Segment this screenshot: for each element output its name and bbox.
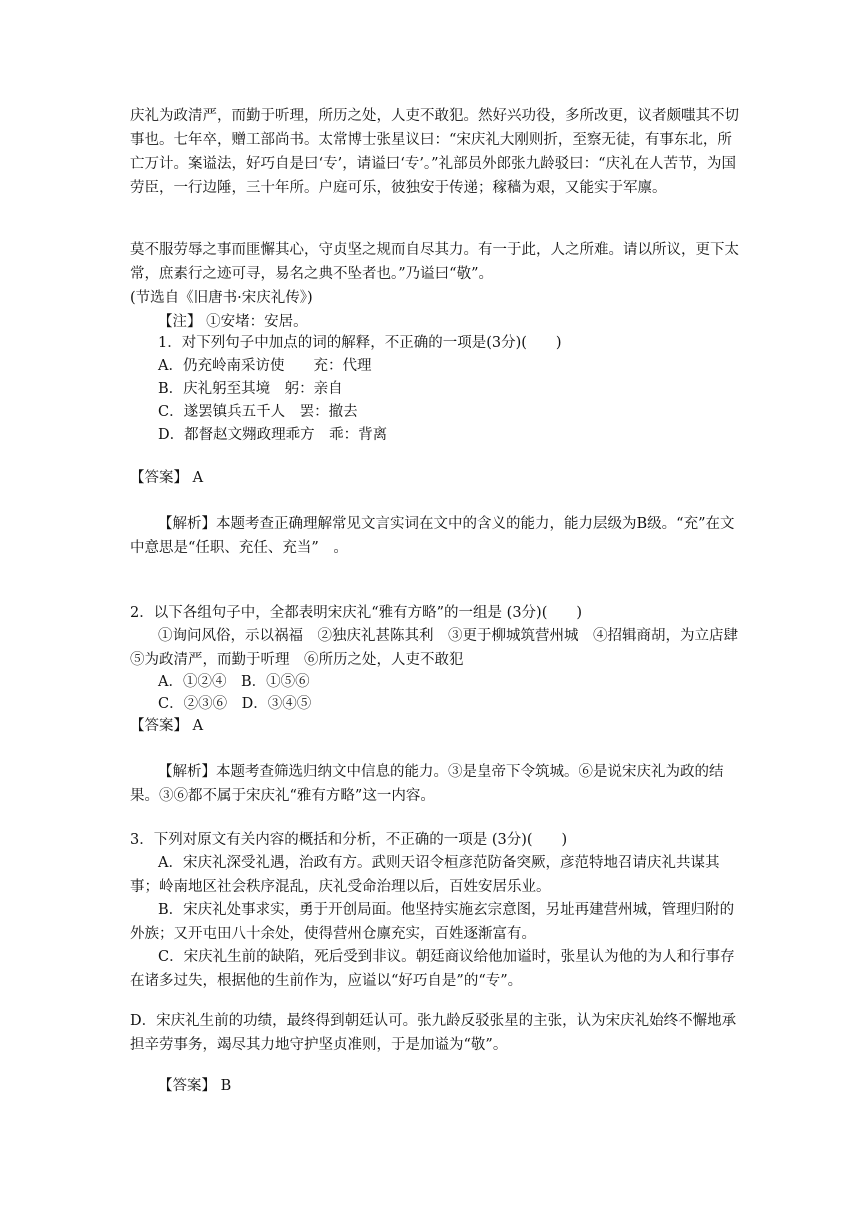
q1-option-c: C．遂罢镇兵五千人 罢：撤去 xyxy=(158,404,358,420)
q1-option-b: B．庆礼躬至其境 躬：亲自 xyxy=(158,381,343,397)
passage-paragraph-1: 庆礼为政清严，而勤于听理，所历之处，人吏不敢犯。然好兴功役，多所改更，议者颇嗤其不切事也。七年卒，赠工部尚书。太常博士张星议曰：“宋庆礼大刚则折，至察无徒，有事东北，所亡万计。案谥法，好巧自是曰‘专’，请谥曰‘专’。”礼部员外郎张九龄驳曰：“庆礼在人苦节，为国劳臣，一行边陲，三十年所。户庭可乐，彼独安于传递；稼穑为艰，又能实于军廪。 xyxy=(130,108,739,196)
q2-answer: 【答案】 A xyxy=(130,718,204,734)
q3-option-b: B．宋庆礼处事求实，勇于开创局面。他坚持实施玄宗意图，另址再建营州城，管理归附的外族；又开屯田八十余处，使得营州仓廪充实，百姓逐渐富有。 xyxy=(130,902,735,942)
q3-answer: 【答案】 B xyxy=(158,1078,232,1094)
q2-options-row-1: A．①②④ B．①⑤⑥ xyxy=(158,674,310,690)
q3-option-d: D．宋庆礼生前的功绩，最终得到朝廷认可。张九龄反驳张星的主张，认为宋庆礼始终不懈地承担辛劳事务，竭尽其力地守护坚贞准则，于是加谥为“敬”。 xyxy=(130,1013,737,1053)
q3-option-a: A．宋庆礼深受礼遇，治政有方。武则天诏令桓彦范防备突厥，彦范特地召请庆礼共谋其事；岭南地区社会秩序混乱，庆礼受命治理以后，百姓安居乐业。 xyxy=(130,855,720,895)
q2-items: ①询问风俗，示以祸福 ②独庆礼甚陈其利 ③更于柳城筑营州城 ④招辑商胡，为立店肆 ⑤为政清严，而勤于听理 ⑥所历之处，人吏不敢犯 xyxy=(130,628,753,668)
q2-analysis: 【解析】本题考查筛选归纳文中信息的能力。③是皇帝下令筑城。⑥是说宋庆礼为政的结果。③⑥都不属于宋庆礼“雅有方略”这一内容。 xyxy=(130,764,724,804)
q1-option-a: A．仍充岭南采访使 充：代理 xyxy=(158,358,372,374)
passage-paragraph-2: 莫不服劳辱之事而匪懈其心，守贞坚之规而自尽其力。有一于此，人之所难。请以所议，更下太常，庶素行之迹可寻，易名之典不坠者也。”乃谥曰“敬”。 xyxy=(130,242,739,282)
q2-options-row-2: C．②③⑥ D．③④⑤ xyxy=(158,696,312,712)
q1-analysis: 【解析】本题考查正确理解常见文言实词在文中的含义的能力，能力层级为B级。“充”在文中意思是“任职、充任、充当” 。 xyxy=(130,516,735,556)
q1-option-d: D．都督赵文翙政理乖方 乖：背离 xyxy=(158,427,388,443)
q1-answer: 【答案】 A xyxy=(130,470,204,486)
q3-stem: 3．下列对原文有关内容的概括和分析，不正确的一项是 (3分)( ) xyxy=(130,832,568,848)
passage-source: (节选自《旧唐书·宋庆礼传》) xyxy=(130,290,313,306)
q3-option-c: C．宋庆礼生前的缺陷，死后受到非议。朝廷商议给他加谥时，张星认为他的为人和行事存在诸多过失，根据他的生前作为，应谥以“好巧自是”的“专”。 xyxy=(130,949,735,989)
passage-note: 【注】 ①安堵：安居。 xyxy=(158,314,308,330)
q2-stem: 2．以下各组句子中，全都表明宋庆礼“雅有方略”的一组是 (3分)( ) xyxy=(130,605,583,621)
q1-stem: 1．对下列句子中加点的词的解释，不正确的一项是(3分)( ) xyxy=(158,335,562,351)
